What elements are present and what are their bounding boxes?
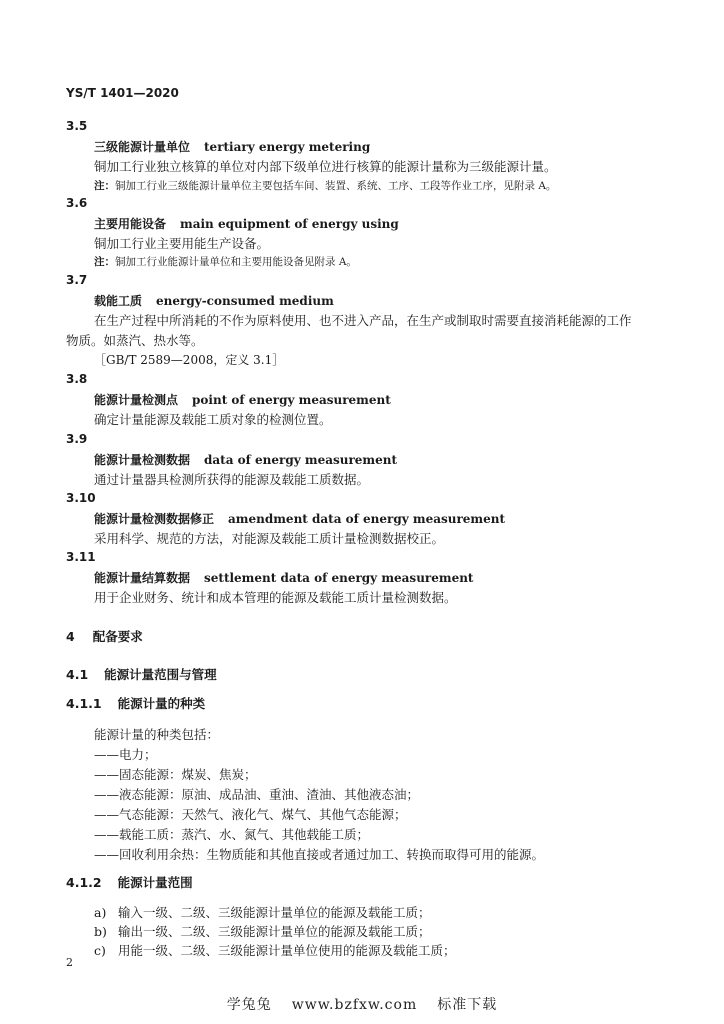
term-en: data of energy measurement [204, 453, 398, 467]
term-definition: 铜加工行业独立核算的单位对内部下级单位进行核算的能源计量称为三级能源计量。 [94, 159, 557, 174]
term-title [94, 292, 334, 309]
term-zh: 能源计量检测数据 [94, 453, 191, 467]
section-heading-4-1 [66, 665, 217, 683]
section-title: 能源计量范围 [117, 875, 193, 890]
term-zh: 三级能源计量单位 [94, 140, 191, 154]
term-note [94, 178, 556, 193]
clause-number: 3.9 [66, 432, 88, 446]
note-text: 铜加工行业三级能源计量单位主要包括车间、装置、系统、工序、工段等作业工序，见附录 A。 [115, 180, 557, 192]
term-title [94, 569, 473, 586]
term-definition: 在生产过程中所消耗的不作为原料使用、也不进入产品，在生产或制取时需要直接消耗能源的工作 [94, 313, 632, 328]
footer-url[interactable]: www.bzfxw.com [291, 997, 418, 1013]
term-title [94, 215, 399, 232]
list-item: ——气态能源：天然气、液化气、煤气、其他气态能源； [94, 807, 407, 822]
footer-site-name: 学兔兔 [226, 997, 272, 1013]
term-en: main equipment of energy using [180, 217, 399, 231]
clause-number: 3.7 [66, 273, 88, 287]
term-en: amendment data of energy measurement [228, 512, 506, 526]
term-title [94, 391, 391, 408]
term-reference: ［GB/T 2589—2008，定义 3.1］ [94, 353, 285, 367]
standard-code-header: YS/T 1401—2020 [66, 86, 179, 100]
clause-number: 3.5 [66, 119, 88, 133]
term-definition: 铜加工行业主要用能生产设备。 [94, 236, 270, 251]
term-en: tertiary energy metering [204, 140, 371, 154]
clause-number: 3.11 [66, 550, 96, 564]
note-label: 注： [94, 256, 115, 268]
term-definition: 通过计量器具检测所获得的能源及载能工质数据。 [94, 472, 370, 487]
section-heading-4-1-1 [66, 694, 205, 712]
list-item [94, 903, 431, 921]
list-item [94, 922, 431, 940]
item-text: 用能一级、二级、三级能源计量单位使用的能源及载能工质； [118, 943, 456, 958]
list-item: ——电力； [94, 747, 157, 762]
list-intro: 能源计量的种类包括： [94, 727, 220, 742]
list-item: ——液态能源：原油、成品油、重油、渣油、其他液态油； [94, 787, 420, 802]
term-en: point of energy measurement [192, 393, 391, 407]
section-heading-4 [66, 627, 143, 645]
term-definition: 确定计量能源及载能工质对象的检测位置。 [94, 412, 332, 427]
footer-tagline: 标准下载 [437, 997, 498, 1013]
term-note [94, 254, 357, 269]
list-item [94, 941, 456, 959]
site-footer [0, 994, 724, 1014]
note-text: 铜加工行业能源计量单位和主要用能设备见附录 A。 [115, 256, 357, 268]
clause-number: 3.6 [66, 196, 88, 210]
term-zh: 载能工质 [94, 294, 143, 308]
term-zh: 能源计量检测数据修正 [94, 512, 215, 526]
term-zh: 能源计量检测点 [94, 393, 179, 407]
term-en: energy-consumed medium [156, 294, 334, 308]
section-number: 4 [66, 629, 75, 644]
list-item: ——固态能源：煤炭、焦炭； [94, 767, 257, 782]
clause-number: 3.8 [66, 372, 88, 386]
section-title: 配备要求 [92, 629, 143, 644]
clause-number: 3.10 [66, 491, 96, 505]
item-label: a) [94, 905, 107, 920]
term-definition-continued: 物质。如蒸汽、热水等。 [66, 333, 204, 348]
section-title: 能源计量范围与管理 [104, 667, 217, 682]
term-zh: 能源计量结算数据 [94, 571, 191, 585]
section-number: 4.1.1 [66, 696, 102, 711]
term-title [94, 510, 505, 527]
item-label: c) [94, 943, 106, 958]
term-definition: 采用科学、规范的方法，对能源及载能工质计量检测数据校正。 [94, 531, 445, 546]
list-item: ——回收利用余热：生物质能和其他直接或者通过加工、转换而取得可用的能源。 [94, 847, 545, 862]
section-heading-4-1-2 [66, 873, 193, 891]
term-title [94, 138, 370, 155]
section-title: 能源计量的种类 [117, 696, 206, 711]
term-zh: 主要用能设备 [94, 217, 167, 231]
term-definition: 用于企业财务、统计和成本管理的能源及载能工质计量检测数据。 [94, 590, 457, 605]
section-number: 4.1.2 [66, 875, 102, 890]
term-en: settlement data of energy measurement [204, 571, 474, 585]
term-title [94, 451, 397, 468]
list-item: ——载能工质：蒸汽、水、氮气、其他载能工质； [94, 827, 370, 842]
page-number: 2 [66, 956, 73, 969]
item-text: 输入一级、二级、三级能源计量单位的能源及载能工质； [118, 905, 431, 920]
item-label: b) [94, 924, 107, 939]
item-text: 输出一级、二级、三级能源计量单位的能源及载能工质； [118, 924, 431, 939]
note-label: 注： [94, 180, 115, 192]
section-number: 4.1 [66, 667, 89, 682]
